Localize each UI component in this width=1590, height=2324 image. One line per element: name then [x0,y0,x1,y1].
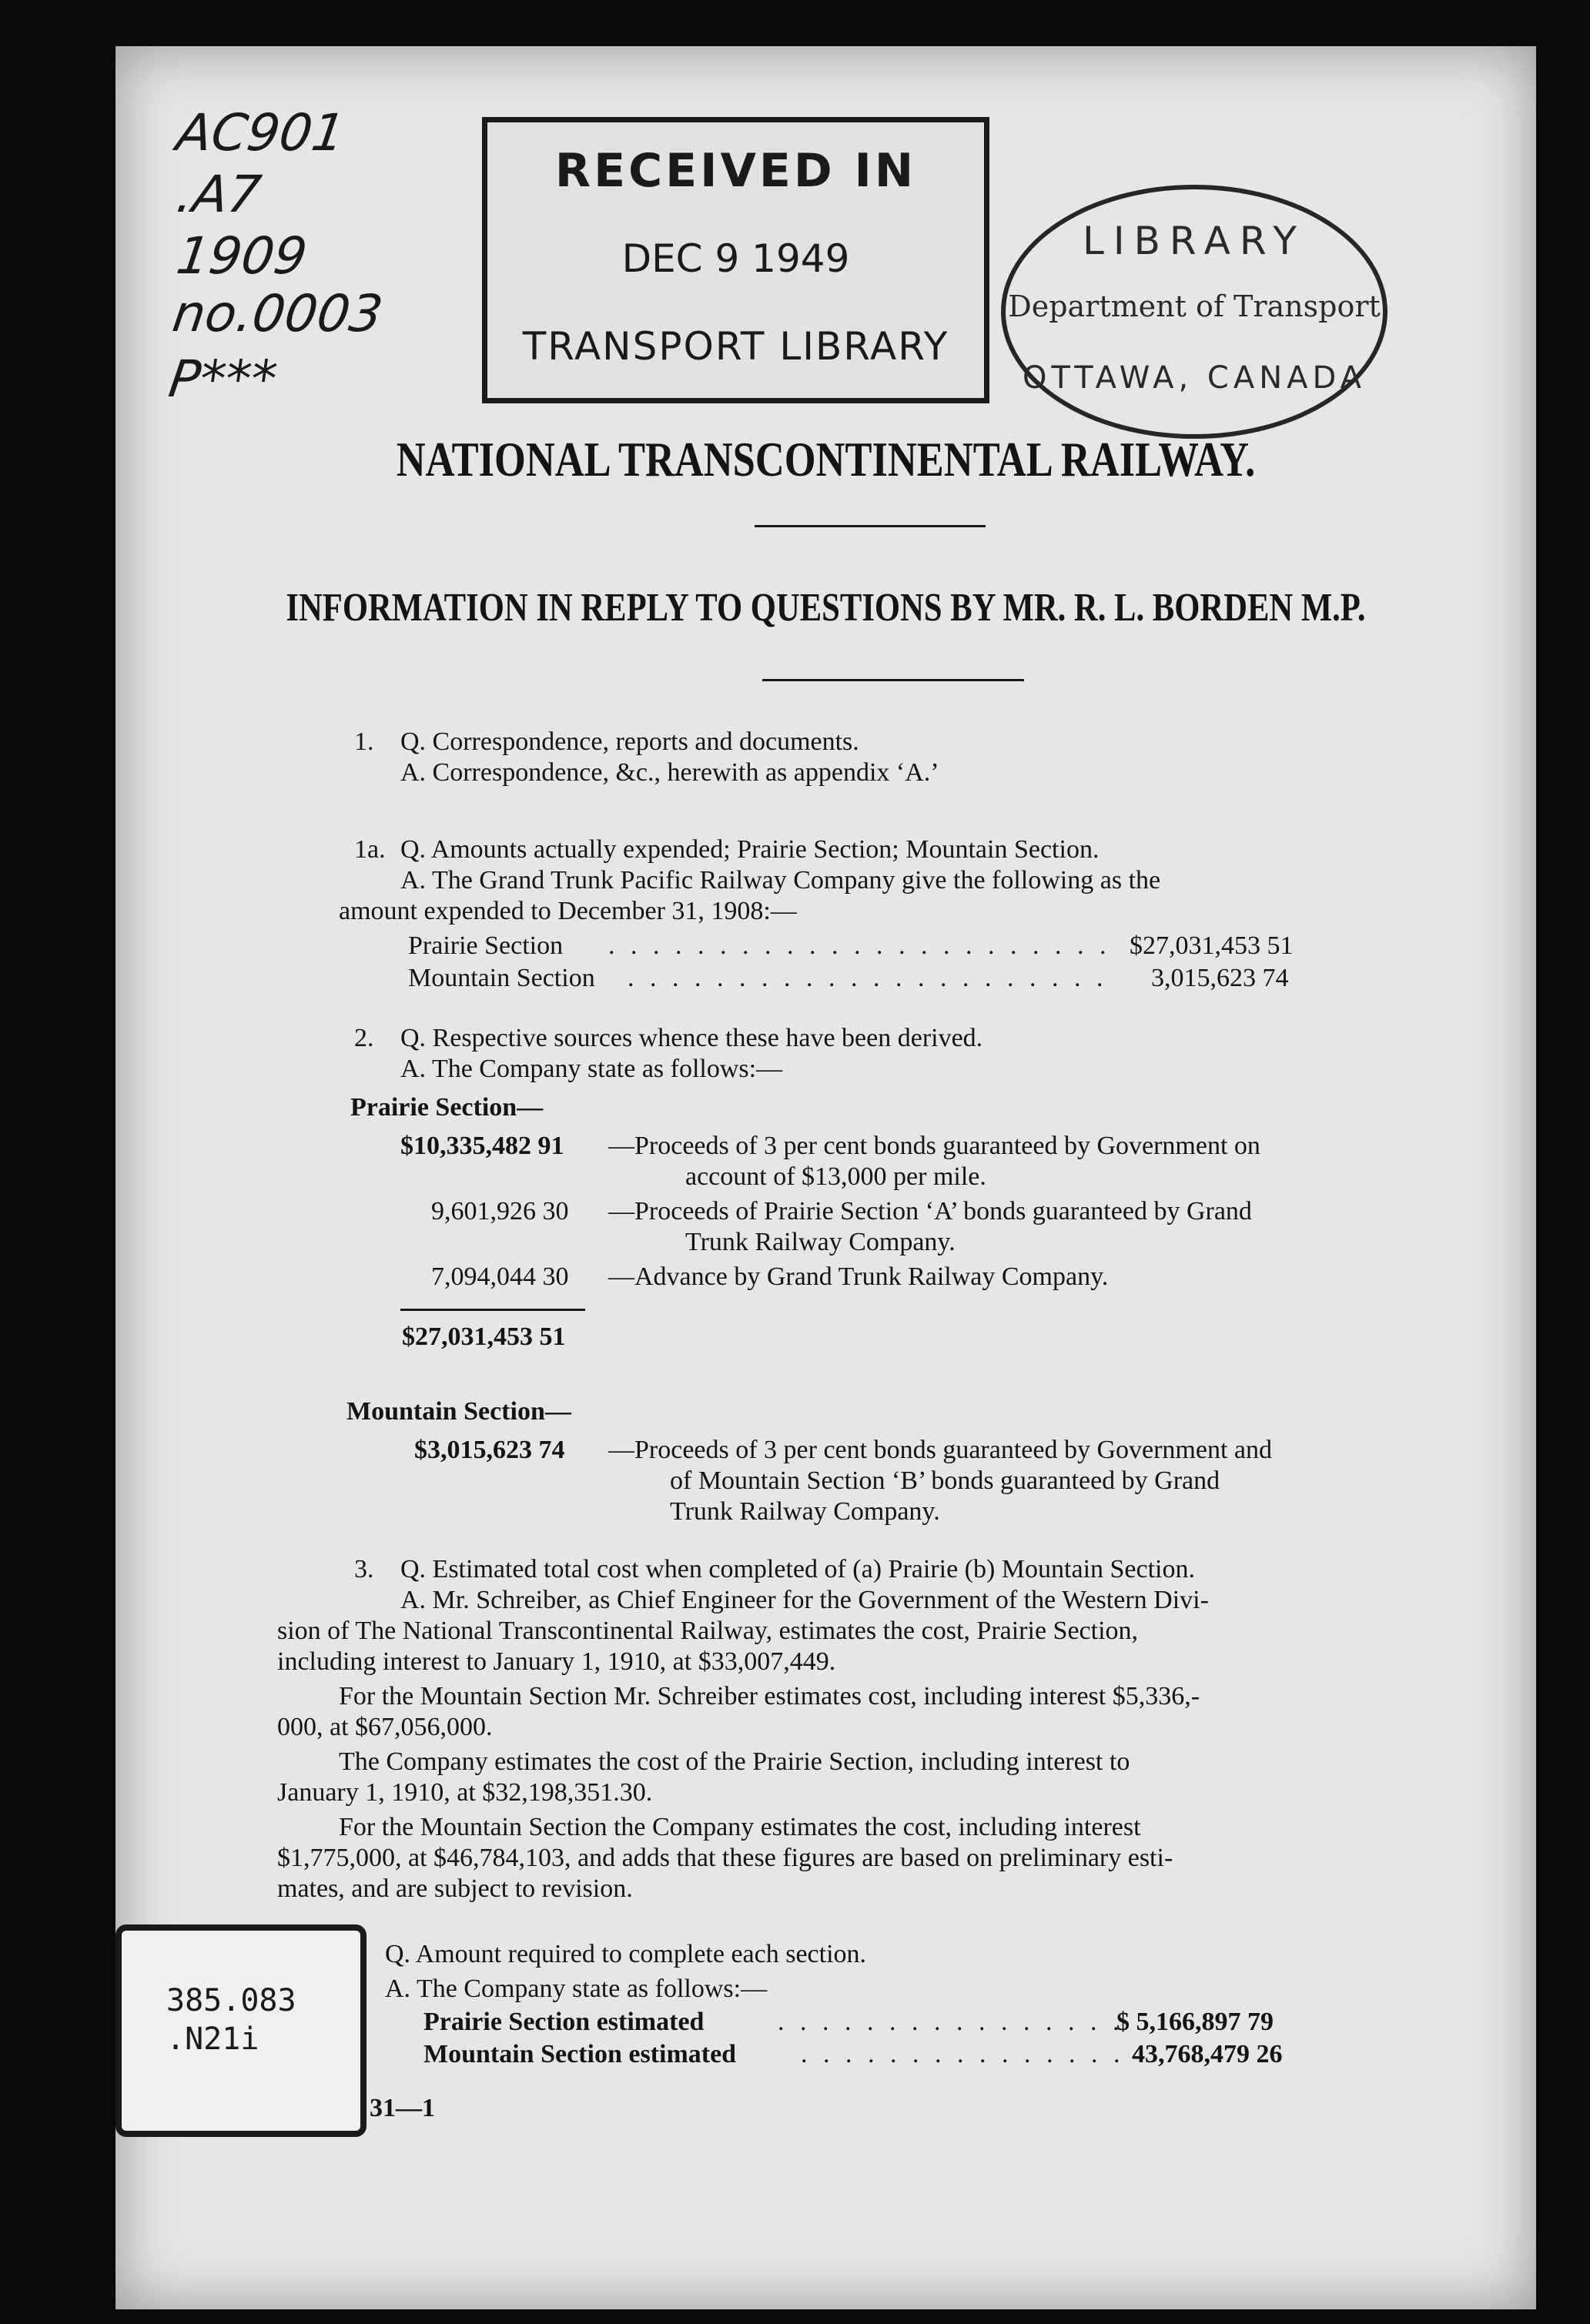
handwritten-line-4: no.0003 [169,284,387,343]
q2-prairie-heading: Prairie Section— [350,1093,544,1122]
q2-prairie-amount-2: 9,601,926 30 [431,1197,569,1226]
q3-line-2: sion of The National Transcontinental Railway, estimates the cost, Prairie Section, [277,1617,1139,1645]
library-stamp-top: LIBRARY [1083,219,1306,263]
q4-row-prairie-label: Prairie Section estimated [423,2008,705,2036]
q2-prairie-amount-1: $10,335,482 91 [400,1132,564,1160]
call-number-label [115,1924,367,2137]
q2-mountain-text-3: Trunk Railway Company. [670,1497,940,1526]
q1-number: 1. [354,727,374,756]
q3-question: Q. Estimated total cost when completed of (a) Prairie (b) Mountain Section. [400,1555,1196,1583]
q1a-answer-line1: A. The Grand Trunk Pacific Railway Company give the following as the [400,866,1161,894]
q2-answer: A. The Company state as follows:— [400,1055,783,1083]
q2-question: Q. Respective sources whence these have been derived. [400,1024,983,1052]
subtitle-divider [762,679,1024,681]
q1a-answer-line2: amount expended to December 31, 1908:— [339,897,797,925]
received-stamp-date: DEC 9 1949 [621,236,850,281]
q3-line-7: January 1, 1910, at $32,198,351.30. [277,1778,653,1807]
q2-prairie-text-2a: —Proceeds of Prairie Section ‘A’ bonds guaranteed by Grand [608,1197,1252,1226]
q2-prairie-text-2b: Trunk Railway Company. [685,1228,956,1256]
q3-number: 3. [354,1555,374,1583]
q4-row-mountain-value: 43,768,479 26 [1132,2040,1283,2068]
handwritten-line-2: .A7 [172,165,265,224]
handwritten-line-1: AC901 [172,103,349,162]
q4-row-prairie-value: $ 5,166,897 79 [1116,2008,1274,2036]
q4-question: Q. Amount required to complete each section. [385,1940,867,1968]
q4-row-mountain-leader: . . . . . . . . . . . . . . . [801,2040,1125,2068]
q2-mountain-text-2: of Mountain Section ‘B’ bonds guaranteed by Grand [670,1466,1220,1495]
q2-total-rule [400,1309,585,1311]
q4-answer: A. The Company state as follows:— [385,1975,768,2003]
document-page [115,46,1536,2309]
title-divider [755,525,986,527]
received-stamp-line3: TRANSPORT LIBRARY [522,324,949,369]
signature-mark: 31—1 [370,2094,435,2122]
call-number-line-2: .N21i [166,2021,259,2057]
q1a-row-mountain-value: 3,015,623 74 [1151,964,1289,992]
q2-prairie-text-1a: —Proceeds of 3 per cent bonds guaranteed by Government on [608,1132,1260,1160]
document-title: NATIONAL TRANSCONTINENTAL RAILWAY. [396,432,1256,487]
q1a-row-mountain-label: Mountain Section [408,964,595,992]
handwritten-line-5: P*** [165,349,281,409]
q1a-row-mountain-leader: . . . . . . . . . . . . . . . . . . . . . . [628,964,1108,992]
q2-prairie-amount-3: 7,094,044 30 [431,1262,569,1291]
q3-line-4: For the Mountain Section Mr. Schreiber estimates cost, including interest $5,336,- [339,1682,1200,1710]
library-stamp-bottom: OTTAWA, CANADA [1023,360,1366,396]
q3-line-1: A. Mr. Schreiber, as Chief Engineer for the Government of the Western Divi- [400,1586,1209,1614]
library-stamp [1001,185,1387,439]
q4-row-mountain-label: Mountain Section estimated [423,2040,737,2068]
q2-prairie-text-1b: account of $13,000 per mile. [685,1162,986,1191]
q1a-question: Q. Amounts actually expended; Prairie Section; Mountain Section. [400,835,1100,864]
handwritten-line-3: 1909 [172,226,311,286]
q2-prairie-text-3a: —Advance by Grand Trunk Railway Company. [608,1262,1109,1291]
library-stamp-middle: Department of Transport [1008,289,1381,323]
q3-line-8: For the Mountain Section the Company estimates the cost, including interest [339,1813,1141,1841]
q3-line-10: mates, and are subject to revision. [277,1874,633,1903]
q3-line-6: The Company estimates the cost of the Prairie Section, including interest to [339,1747,1130,1776]
received-stamp-line1: RECEIVED IN [554,144,917,198]
q2-number: 2. [354,1024,374,1052]
q1a-row-prairie-leader: . . . . . . . . . . . . . . . . . . . . . . . [608,931,1111,960]
received-stamp [482,117,989,403]
call-number-line-1: 385.083 [166,1983,296,2018]
q2-mountain-heading: Mountain Section— [346,1397,571,1426]
q4-row-prairie-leader: . . . . . . . . . . . . . . . . [778,2008,1124,2036]
q3-line-5: 000, at $67,056,000. [277,1713,493,1741]
q2-mountain-text-1: —Proceeds of 3 per cent bonds guaranteed by Government and [608,1436,1273,1464]
q3-line-3: including interest to January 1, 1910, at $33,007,449. [277,1647,836,1676]
q1a-number: 1a. [354,835,386,864]
q1-question: Q. Correspondence, reports and documents. [400,727,859,756]
q2-prairie-total: $27,031,453 51 [402,1323,566,1351]
q1-answer: A. Correspondence, &c., herewith as appendix ‘A.’ [400,758,939,787]
q2-mountain-amount: $3,015,623 74 [414,1436,565,1464]
q1a-row-prairie-label: Prairie Section [408,931,564,960]
q3-line-9: $1,775,000, at $46,784,103, and adds that these figures are based on preliminary esti- [277,1844,1173,1872]
document-subtitle: INFORMATION IN REPLY TO QUESTIONS BY MR. R. L. BORDEN M.P. [286,586,1366,630]
q1a-row-prairie-value: $27,031,453 51 [1130,931,1294,960]
